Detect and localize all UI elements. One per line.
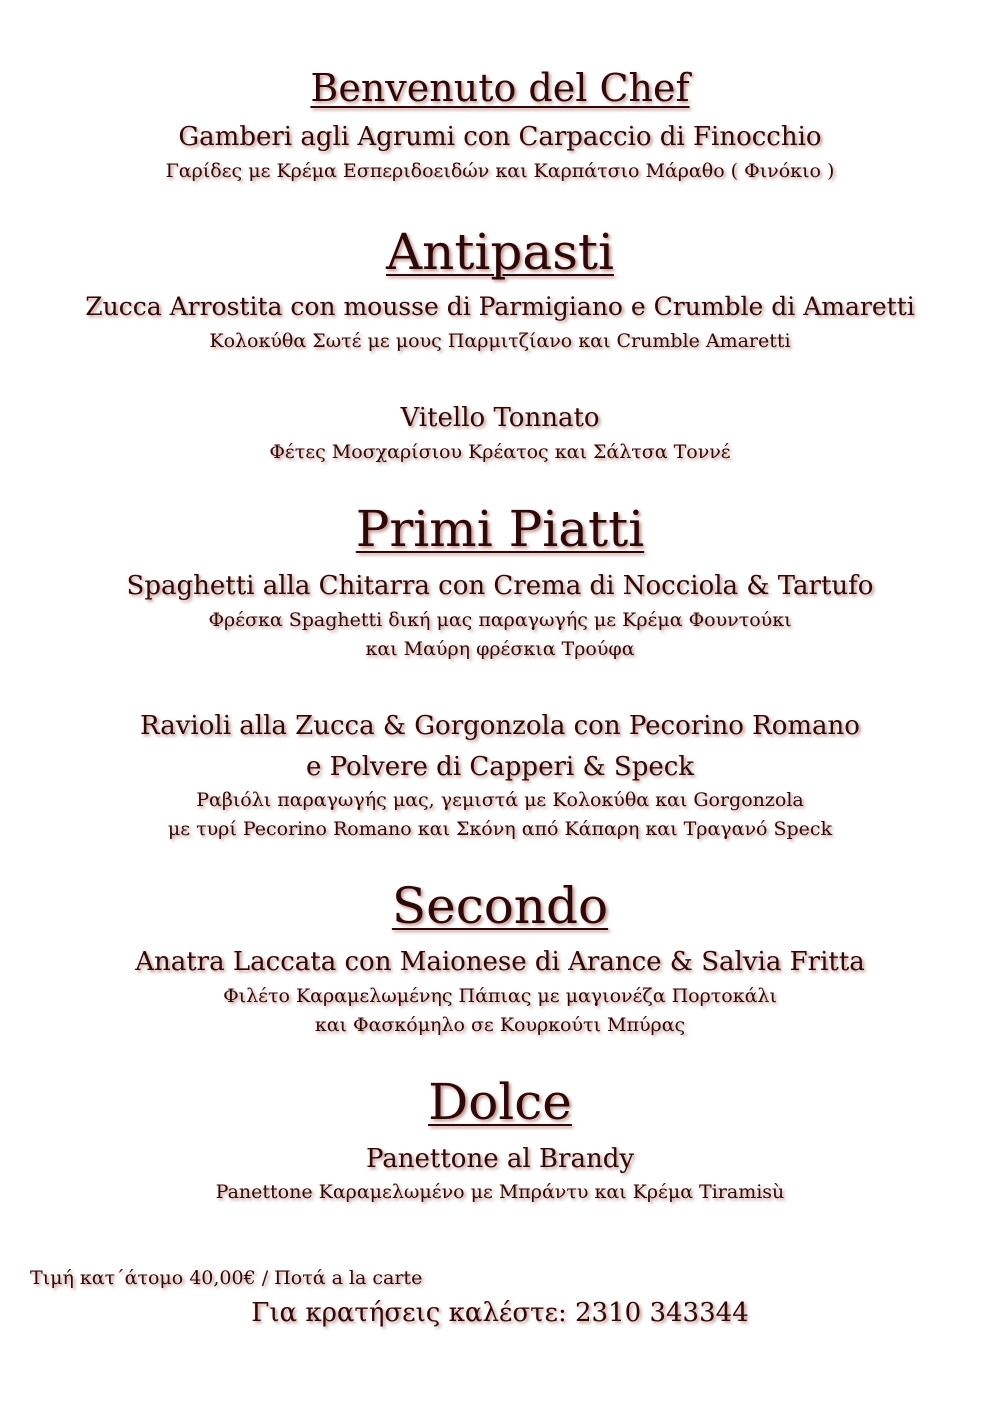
dish-description: Φέτες Μοσχαρίσιου Κρέατος και Σάλτσα Τοννέ <box>269 441 731 463</box>
dish-name: Zucca Arrostita con mousse di Parmigiano e Crumble di Amaretti <box>85 292 915 321</box>
reservation-phone: Για κρατήσεις καλέστε: 2310 343344 <box>251 1298 749 1328</box>
dish-name: Panettone al Brandy <box>365 1144 635 1174</box>
dish-name: Spaghetti alla Chitarra con Crema di Nocciola & Tartufo <box>126 571 874 601</box>
section-title-dolce: Dolce <box>428 1073 572 1131</box>
dish-description: Φιλέτο Καραμελωμένης Πάπιας με μαγιονέζα Πορτοκάλι <box>223 985 777 1007</box>
dish-description: με τυρί Pecorino Romano και Σκόνη από Κάπαρη και Τραγανό Speck <box>167 818 833 840</box>
dish-name: Gamberi agli Agrumi con Carpaccio di Finocchio <box>178 122 822 152</box>
section-title-antipasti: Antipasti <box>386 223 614 281</box>
dish-description: Ραβιόλι παραγωγής μας, γεμιστά με Κολοκύθα και Gorgonzola <box>196 789 804 811</box>
section-title-secondo: Secondo <box>391 877 609 935</box>
dish-description: και Φασκόμηλο σε Κουρκούτι Μπύρας <box>314 1014 686 1036</box>
dish-name: e Polvere di Capperi & Speck <box>305 752 695 782</box>
dish-description: Φρέσκα Spaghetti δική μας παραγωγής με Κρέμα Φουντούκι <box>208 609 792 631</box>
dish-description: Γαρίδες με Κρέμα Εσπεριδοειδών και Καρπάτσιο Μάραθο ( Φινόκιο ) <box>165 160 835 182</box>
dish-name: Ravioli alla Zucca & Gorgonzola con Pecorino Romano <box>140 711 860 741</box>
dish-description: και Μαύρη φρέσκια Τρούφα <box>365 638 635 660</box>
dish-description: Κολοκύθα Σωτέ με μους Παρμιτζίανο και Crumble Amaretti <box>209 330 791 352</box>
section-title-primi: Primi Piatti <box>355 500 645 558</box>
section-title-chef: Benvenuto del Chef <box>310 66 690 110</box>
dish-name: Vitello Tonnato <box>400 403 600 433</box>
dish-description: Panettone Καραμελωμένο με Μπράντυ και Κρέμα Tiramisù <box>215 1181 785 1203</box>
dish-name: Anatra Laccata con Maionese di Arance & Salvia Fritta <box>135 947 865 977</box>
price-note: Τιμή κατ΄άτομο 40,00€ / Ποτά a la carte <box>30 1267 423 1289</box>
